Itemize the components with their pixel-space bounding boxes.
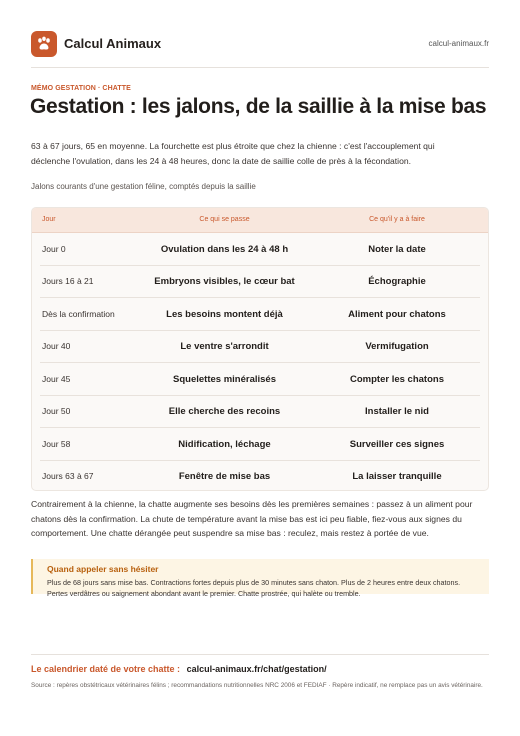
paw-icon [35, 35, 53, 53]
row-event: Nidification, léchage [178, 438, 271, 450]
header-quoi: Ce qui se passe [199, 216, 250, 223]
header-divider [31, 67, 489, 68]
site-url[interactable]: calcul-animaux.fr [428, 39, 489, 48]
cta-label: Le calendrier daté de votre chatte : [31, 664, 181, 674]
row-action: Compter les chatons [350, 373, 444, 385]
table-header [32, 208, 488, 233]
cta-link[interactable]: calcul-animaux.fr/chat/gestation/ [186, 664, 327, 674]
row-event: Fenêtre de mise bas [178, 471, 271, 483]
kicker: MÉMO GESTATION · CHATTE [31, 85, 131, 92]
row-day: Jour 50 [42, 406, 71, 417]
brand-name[interactable]: Calcul Animaux [64, 36, 162, 51]
row-action: Noter la date [368, 243, 426, 255]
row-action: La laisser tranquille [352, 471, 442, 483]
alert-title: Quand appeler sans hésiter [47, 564, 159, 574]
table-row [32, 233, 488, 266]
table-row [32, 298, 488, 331]
row-day: Jour 40 [42, 341, 71, 352]
row-day: Jour 58 [42, 438, 71, 449]
table-row [32, 428, 488, 461]
page-header [31, 31, 489, 59]
row-action: Vermifugation [365, 341, 429, 353]
alert-box [31, 559, 489, 598]
row-day: Jours 63 à 67 [42, 471, 94, 482]
row-day: Jours 16 à 21 [42, 276, 94, 287]
row-day: Dès la confirmation [42, 308, 115, 319]
footer-cta [31, 664, 327, 674]
row-event: Embryons visibles, le cœur bat [154, 276, 295, 288]
table-caption: Jalons courants d'une gestation féline, comptés depuis la saillie [31, 182, 256, 191]
footer-divider [31, 654, 489, 655]
alert-text: Plus de 68 jours sans mise bas. Contractions fortes depuis plus de 30 minutes sans chaton. Plus de 2 heures entre deux chatons. Pertes verdâtres ou saignement abondant avant le premier. Chatte prostrée, qui halète ou tremble. [47, 578, 461, 598]
page-title: Gestation : les jalons, de la saillie à la mise bas [30, 95, 487, 118]
row-action: Surveiller ces signes [349, 438, 445, 450]
table-row [32, 266, 488, 299]
table-row [32, 396, 488, 429]
milestones-table [31, 207, 489, 491]
row-event: Elle cherche des recoins [168, 406, 281, 418]
table-row [32, 331, 488, 364]
row-event: Squelettes minéralisés [173, 373, 276, 385]
row-day: Jour 0 [42, 243, 66, 254]
row-action: Aliment pour chatons [348, 308, 446, 320]
row-action: Échographie [368, 276, 426, 288]
row-day: Jour 45 [42, 373, 71, 384]
logo[interactable] [31, 31, 57, 57]
table-row [32, 363, 488, 396]
source-note: Source : repères obstétricaux vétérinaires félins ; recommandations nutritionnelles NRC 2006 et FEDIAF · Repère indicatif, ne remplace pas un avis vétérinaire. [31, 682, 483, 689]
header-faire: Ce qu'il y a à faire [369, 216, 425, 223]
notes-paragraph: Contrairement à la chienne, la chatte augmente ses besoins dès les premières semaines : passez à un aliment pour chatons dès la confirmation. La chute de température avant la mise bas est ici peu fiable, fiez-vous aux signes du comportement. Une chatte dérangée peut suspendre sa mise bas : reculez, mais restez à portée de vue. [31, 499, 473, 538]
intro-paragraph: 63 à 67 jours, 65 en moyenne. La fourchette est plus étroite que chez la chienne : c'est l'accouplement qui déclenche l'ovulation, dans les 24 à 48 heures, donc la date de saillie colle de près à la fécondation. [31, 141, 435, 166]
row-action: Installer le nid [365, 406, 429, 418]
row-event: Le ventre s'arrondit [180, 341, 269, 353]
header-jour: Jour [42, 216, 56, 223]
row-event: Les besoins montent déjà [166, 308, 283, 320]
table-row [32, 461, 488, 492]
row-event: Ovulation dans les 24 à 48 h [160, 243, 289, 255]
